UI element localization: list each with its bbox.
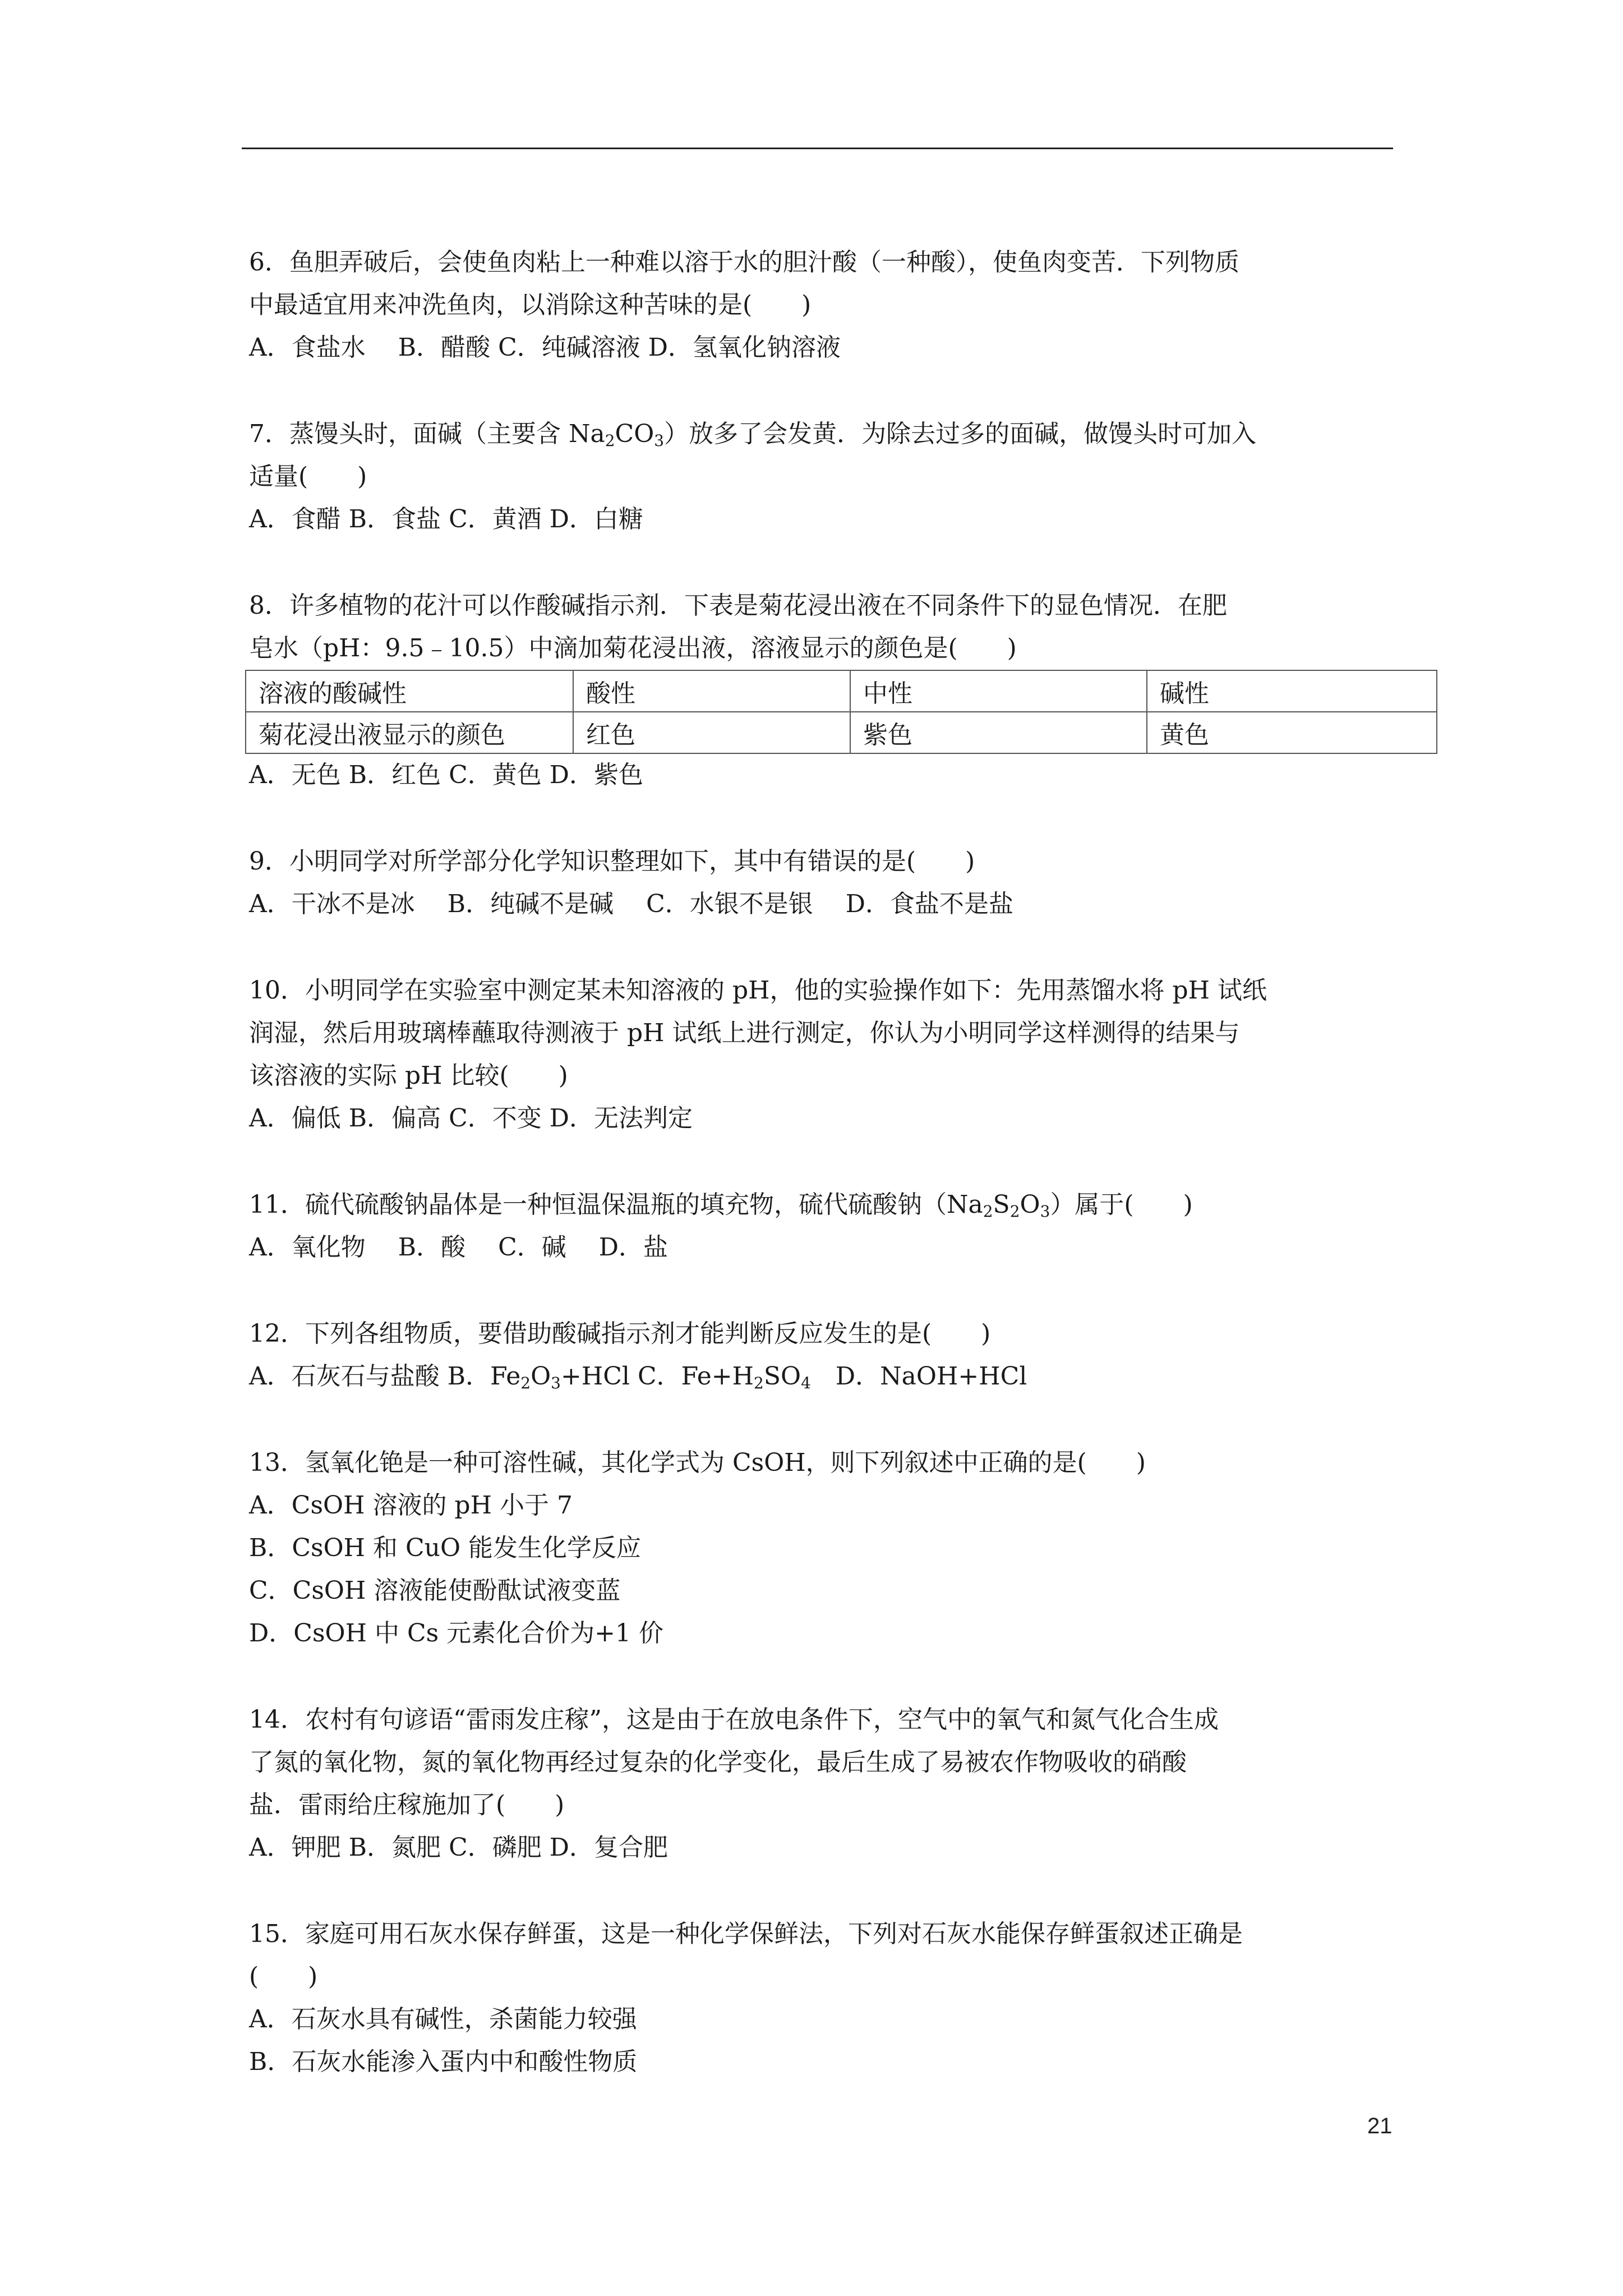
question-text: ( ) [249, 1962, 318, 1991]
answer-option: A．CsOH 溶液的 pH 小于 7 [249, 1491, 573, 1520]
question-text: 14．农村有句谚语“雷雨发庄稼”，这是由于在放电条件下，空气中的氧气和氮气化合生成 [249, 1705, 1219, 1734]
table-row [246, 712, 1437, 753]
question-text: 皂水（pH：9.5﹣10.5）中滴加菊花浸出液，溶液显示的颜色是( ) [249, 634, 1017, 662]
question-text: 该溶液的实际 pH 比较( ) [249, 1061, 568, 1090]
question-text: 7．蒸馒头时，面碱（主要含 $Na_2CO_3$）放多了会发黄．为除去过多的面碱，做馒头时可加入 [249, 420, 1257, 450]
table-cell: 溶液的酸碱性 [246, 670, 573, 712]
question-text: 15．家庭可用石灰水保存鲜蛋，这是一种化学保鲜法，下列对石灰水能保存鲜蛋叙述正确是 [249, 1920, 1243, 1948]
answer-option: A．石灰水具有碱性，杀菌能力较强 [249, 2005, 637, 2033]
answer-options: A．钾肥 B．氮肥 C．磷肥 D．复合肥 [249, 1833, 668, 1862]
answer-options: A．干冰不是冰 B．纯碱不是碱 C．水银不是银 D．食盐不是盐 [249, 890, 1014, 918]
answer-option: B．CsOH 和 CuO 能发生化学反应 [249, 1534, 642, 1562]
table-cell: 中性 [850, 670, 1147, 712]
question-text: 10．小明同学在实验室中测定某未知溶液的 pH，他的实验操作如下：先用蒸馏水将 pH 试纸 [249, 976, 1267, 1005]
table-cell: 碱性 [1147, 670, 1437, 712]
table-row [246, 670, 1437, 712]
answer-option: B．石灰水能渗入蛋内中和酸性物质 [249, 2047, 638, 2076]
page-number: 21 [1367, 2114, 1393, 2138]
question-text: 盐．雷雨给庄稼施加了( ) [249, 1791, 565, 1819]
question-9 [249, 840, 1455, 926]
question-text: 润湿，然后用玻璃棒蘸取待测液于 pH 试纸上进行测定，你认为小明同学这样测得的结果与 [249, 1019, 1240, 1047]
answer-options: A．食醋 B．食盐 C．黄酒 D．白糖 [249, 505, 644, 533]
answer-options: A．氧化物 B．酸 C．碱 D．盐 [249, 1233, 668, 1262]
question-text: 6．鱼胆弄破后，会使鱼肉粘上一种难以溶于水的胆汁酸（一种酸），使鱼肉变苦．下列物质 [249, 248, 1239, 277]
answer-options: A．食盐水 B．醋酸 C．纯碱溶液 D．氢氧化钠溶液 [249, 333, 841, 362]
question-text: 中最适宜用来冲洗鱼肉，以消除这种苦味的是( ) [249, 291, 811, 319]
answer-option: C．CsOH 溶液能使酚酞试液变蓝 [249, 1576, 621, 1605]
indicator-color-table [245, 670, 1437, 754]
question-10 [249, 969, 1455, 1140]
question-8 [249, 585, 1455, 797]
answer-options: A．石灰石与盐酸 B．$Fe_2O_3+HCl$ C．$Fe+H_2SO_4$ D．NaOH+HCl [249, 1362, 1027, 1392]
question-text: 13．氢氧化铯是一种可溶性碱，其化学式为 CsOH，则下列叙述中正确的是( ) [249, 1448, 1146, 1477]
question-text: 12．下列各组物质，要借助酸碱指示剂才能判断反应发生的是( ) [249, 1319, 991, 1348]
answer-options: A．无色 B．红色 C．黄色 D．紫色 [249, 761, 644, 789]
question-text: 11．硫代硫酸钠晶体是一种恒温保温瓶的填充物，硫代硫酸钠$(Na_2S_2O_3)$属于( ) [249, 1190, 1193, 1221]
document-body [249, 241, 1455, 2127]
table-cell: 酸性 [573, 670, 850, 712]
header-rule [242, 148, 1393, 149]
answer-options: A．偏低 B．偏高 C．不变 D．无法判定 [249, 1104, 693, 1133]
question-14 [249, 1699, 1455, 1869]
answer-option: D．CsOH 中 Cs 元素化合价为+1 价 [249, 1619, 664, 1648]
question-6 [249, 241, 1455, 369]
table-cell: 黄色 [1147, 712, 1437, 753]
table-cell: 红色 [573, 712, 850, 753]
question-7 [249, 413, 1455, 541]
question-text: 了氮的氧化物，氮的氧化物再经过复杂的化学变化，最后生成了易被农作物吸收的硝酸 [249, 1748, 1187, 1777]
question-text: 适量( ) [249, 462, 367, 491]
table-cell: 菊花浸出液显示的颜色 [246, 712, 573, 753]
question-text: 8．许多植物的花汁可以作酸碱指示剂．下表是菊花浸出液在不同条件下的显色情况．在肥 [249, 591, 1227, 620]
question-13 [249, 1442, 1455, 1655]
question-12 [249, 1313, 1455, 1398]
question-15 [249, 1913, 1455, 2083]
table-cell: 紫色 [850, 712, 1147, 753]
question-11 [249, 1184, 1455, 1269]
question-text: 9．小明同学对所学部分化学知识整理如下，其中有错误的是( ) [249, 847, 975, 876]
